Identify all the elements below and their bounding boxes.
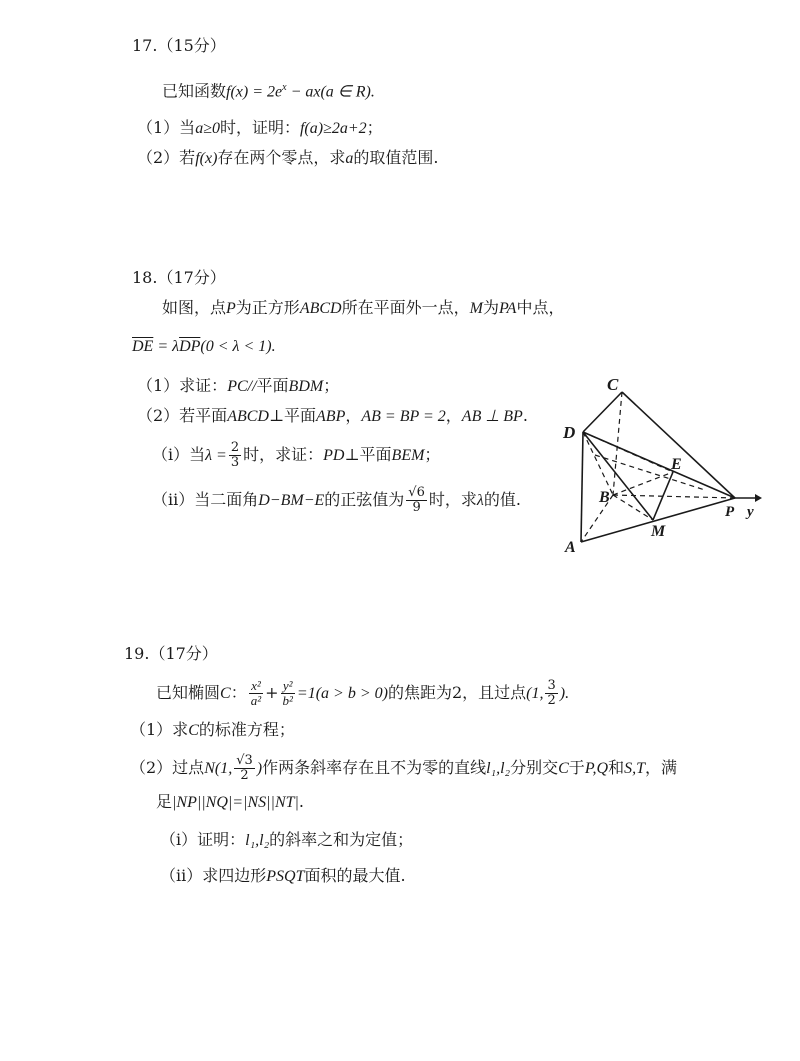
fraction-sqrt6-over-9: $\frac{√6}{9}$ — [408, 485, 425, 515]
q18-stem-line1: 如图，点P为正方形ABCD所在平面外一点，M为PA中点， — [162, 298, 565, 317]
label-y: y — [747, 504, 754, 520]
q19-part2: （2）过点N(1, $\frac{√3}{2}$ )作两条斜率存在且不为零的直线l₁,l₂分别交C于P,Q和S,T，满 — [130, 753, 678, 783]
q19-part2-cont: 足|NP||NQ|=|NS||NT|. — [156, 792, 305, 811]
q18-part2-ii: （ii）当二面角D−BM−E的正弦值为 $\frac{√6}{9}$ 时，求λ的值. — [152, 485, 521, 515]
q17-header: 17.（15分） — [132, 36, 226, 55]
q18-part2-i: （i）当λ = $\frac{2}{3}$ 时，求证：PD⊥平面BEM； — [152, 440, 441, 470]
label-E: E — [671, 456, 682, 473]
q19-part1: （1）求C的标准方程； — [130, 720, 295, 739]
edge-DA — [581, 432, 583, 542]
fraction-x2-over-a2: $\frac{\text{x²}}{\text{a²}}$ — [250, 678, 262, 708]
edge-BM — [613, 495, 653, 520]
label-A: A — [565, 539, 576, 555]
fraction-sqrt3-over-2: $\frac{√3}{2}$ — [236, 753, 253, 783]
q17-part1: （1）当a≥0时，证明：f(a)≥2a+2； — [137, 118, 383, 137]
q18-part1: （1）求证：PC//平面BDM； — [137, 376, 340, 395]
fraction-three-halves: $\frac{3}{2}$ — [547, 678, 556, 708]
edge-DM — [583, 432, 653, 520]
edge-BP — [613, 495, 735, 498]
q17-stem: 已知函数$f(x) = 2e^x - ax(a$ ∈ R). — [162, 81, 375, 101]
edge-CD — [583, 392, 622, 432]
fraction-two-thirds: $\frac{2}{3}$ — [230, 440, 240, 470]
q18-stem-line2: $\overline{DE} = \lambda\overline{DP}(0 < \lambda < 1)$. — [132, 338, 276, 355]
q19-part2-i: （i）证明：l₁,l₂的斜率之和为定值； — [160, 830, 414, 849]
label-D: D — [563, 423, 576, 442]
label-M: M — [651, 523, 666, 540]
q19-part2-ii: （ii）求四边形PSQT面积的最大值. — [160, 866, 406, 885]
q17-part2: （2）若f(x)存在两个零点，求a的取值范围. — [137, 148, 439, 167]
q18-part2: （2）若平面ABCD⊥平面ABP，AB = BP = 2，AB ⊥ BP. — [137, 406, 528, 425]
fraction-y2-over-b2: $\frac{\text{y²}}{\text{b²}}$ — [282, 678, 293, 708]
q18-header: 18.（17分） — [132, 268, 226, 287]
edge-CP — [622, 392, 735, 498]
label-C: C — [607, 375, 619, 394]
label-B: B — [599, 489, 610, 506]
y-axis-arrow — [755, 494, 762, 502]
pyramid-figure — [555, 370, 775, 555]
q19-stem: 已知椭圆C： $\frac{\text{x²}}{\text{a²}}$ + $\frac{\text{y²}}{\text{b²}}$ =1(a > b > 0)的焦距为2，且过点(1, $\frac{3}{2}$ ). — [156, 678, 570, 708]
label-P: P — [725, 504, 735, 520]
q19-header: 19.（17分） — [124, 644, 218, 663]
